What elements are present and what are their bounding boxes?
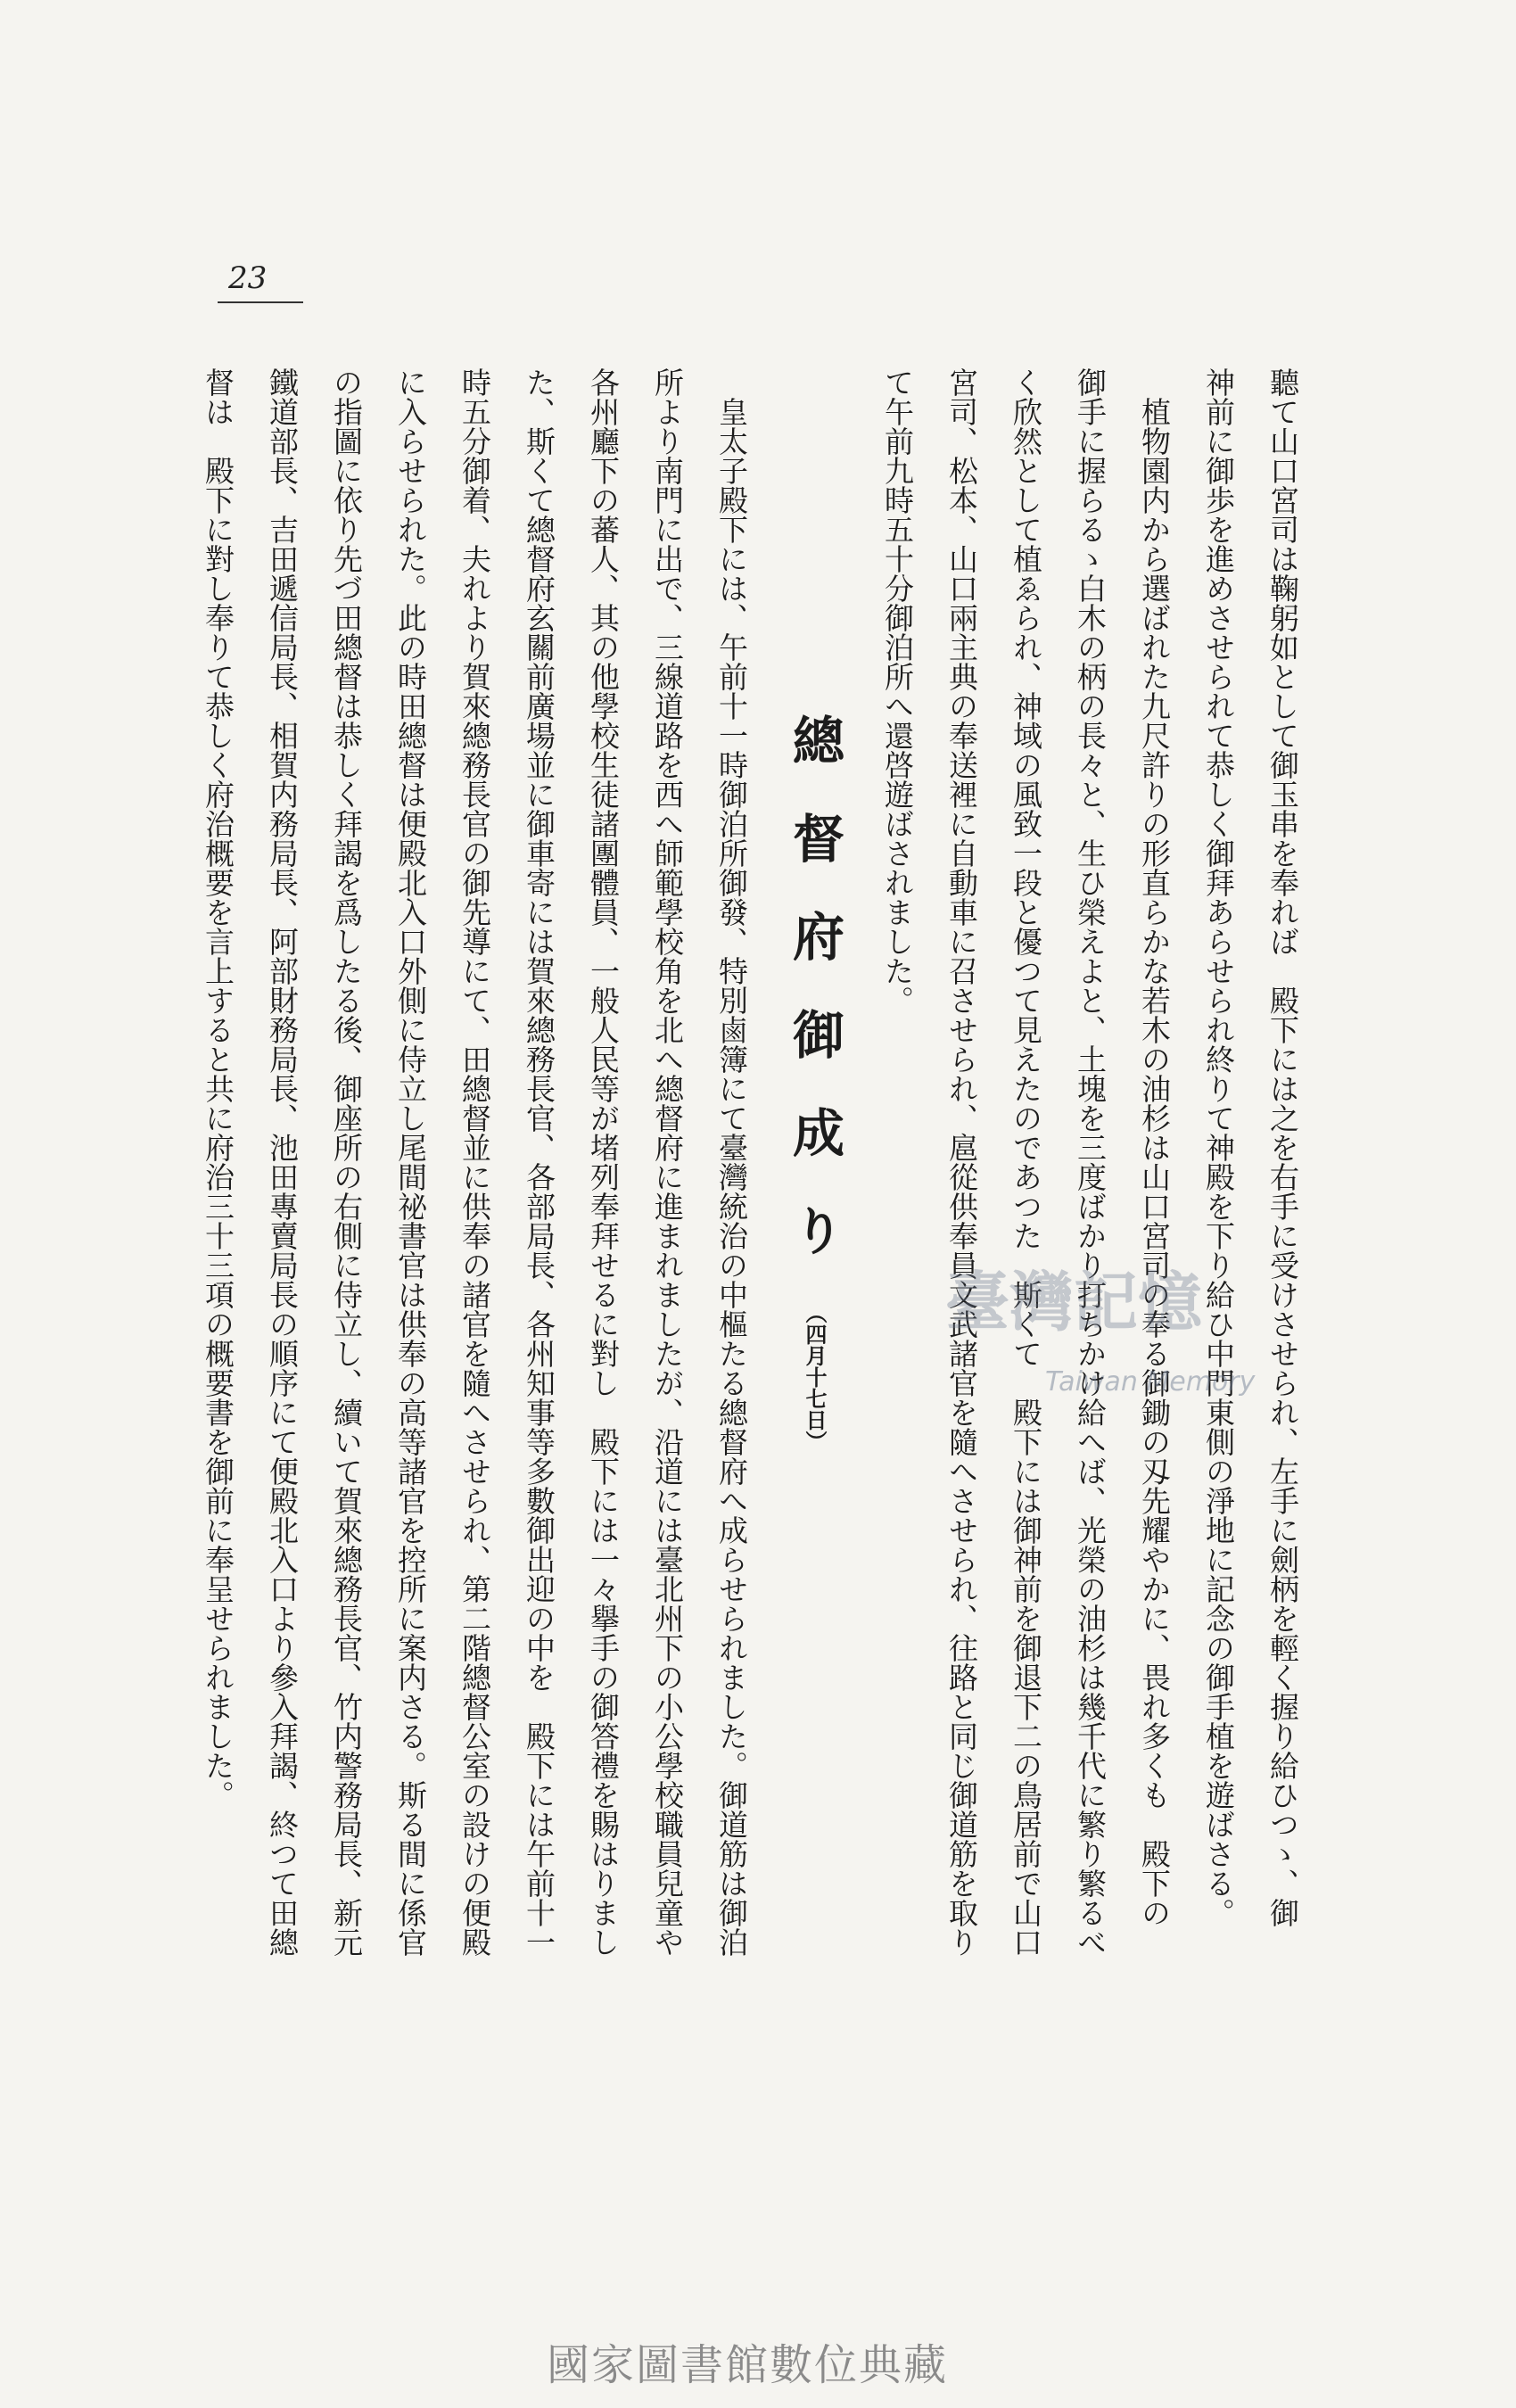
text-column: 宮司、松本、山口兩主典の奉送裡に自動車に召させられ、扈從供奉員文武諸官を隨へさせられ、往路と同じ御道筋を取り	[944, 367, 979, 1957]
text-column: 神前に御歩を進めさせられて恭しく御拜あらせられ終りて神殿を下り給ひ中門東側の淨地に記念の御手植を遊ばさる。	[1201, 367, 1236, 1927]
text-column: た、斯くて總督府玄關前廣場並に御車寄には賀來總務長官、各部局長、各州知事等多數御出迎の中を 殿下には午前十一	[522, 367, 556, 1957]
page-number: 23	[228, 260, 268, 296]
text-column: 時五分御着、夫れより賀來總務長官の御先導にて、田總督並に供奉の諸官を隨へさせられ、第二階總督公室の設けの便殿	[457, 367, 492, 1957]
text-column: の指圖に依り先づ田總督は恭しく拜謁を爲したる後、御座所の右側に侍立し、續いて賀來總務長官、竹内警務局長、新元	[329, 367, 364, 1957]
text-column: 御手に握らるゝ白木の柄の長々と、生ひ榮えよと、土塊を三度ばかり打ちかけ給へば、光榮の油杉は幾千代に繁り繁るべ	[1073, 367, 1108, 1957]
footer-credit: 國家圖書館數位典藏	[546, 2340, 948, 2390]
text-column: 皇太子殿下には、午前十一時御泊所御發、特別鹵簿にて臺灣統治の中樞たる總督府へ成らせられました。御道筋は御泊	[714, 367, 749, 1957]
text-column: に入らせられた。此の時田總督は便殿北入口外側に侍立し尾間祕書官は供奉の高等諸官を控所に案内さる。斯る間に係官	[393, 367, 428, 1957]
vertical-text-block	[185, 367, 1314, 2062]
text-column: 督は 殿下に對し奉りて恭しく府治概要を言上すると共に府治三十三項の概要書を御前に奉呈せられました。	[201, 367, 235, 1810]
section-heading-date: （四月十七日）	[802, 1302, 828, 1452]
text-column: く欣然として植ゑられ、神域の風致一段と優つて見えたのであつた 斯くて 殿下には御神前を御退下二の鳥居前で山口	[1009, 367, 1043, 1957]
section-heading	[763, 367, 865, 2062]
watermark-logo-subtext: Taiwan Memory	[1045, 1366, 1256, 1398]
section-heading-title: 總督府御成り	[784, 713, 845, 1302]
text-column: て午前九時五十分御泊所へ還啓遊ばされました。	[880, 367, 915, 1015]
text-column: 各州廳下の蕃人、其の他學校生徒諸團體員、一般人民等が堵列奉拜せるに對し 殿下には一々擧手の御答禮を賜はりまし	[586, 367, 621, 1957]
text-column: 鐵道部長、吉田遞信局長、相賀内務局長、阿部財務局長、池田專賣局長の順序にて便殿北入口より參入拜謁、終つて田總	[265, 367, 300, 1957]
page-number-rule	[218, 301, 303, 303]
text-column: 植物園内から選ばれた九尺許りの形直らかな若木の油杉は山口宮司の奉る御鋤の刄先耀やかに、畏れ多くも 殿下の	[1137, 367, 1172, 1927]
text-column: 聽て山口宮司は鞠躬如として御玉串を奉れば 殿下には之を右手に受けさせられ、左手に劍柄を輕く握り給ひつゝ、御	[1265, 367, 1300, 1927]
text-column: 所より南門に出で、三線道路を西へ師範學校角を北へ總督府に進まれましたが、沿道には臺北州下の小公學校職員兒童や	[650, 367, 685, 1957]
watermark-logo: 臺灣記憶	[945, 1264, 1203, 1340]
